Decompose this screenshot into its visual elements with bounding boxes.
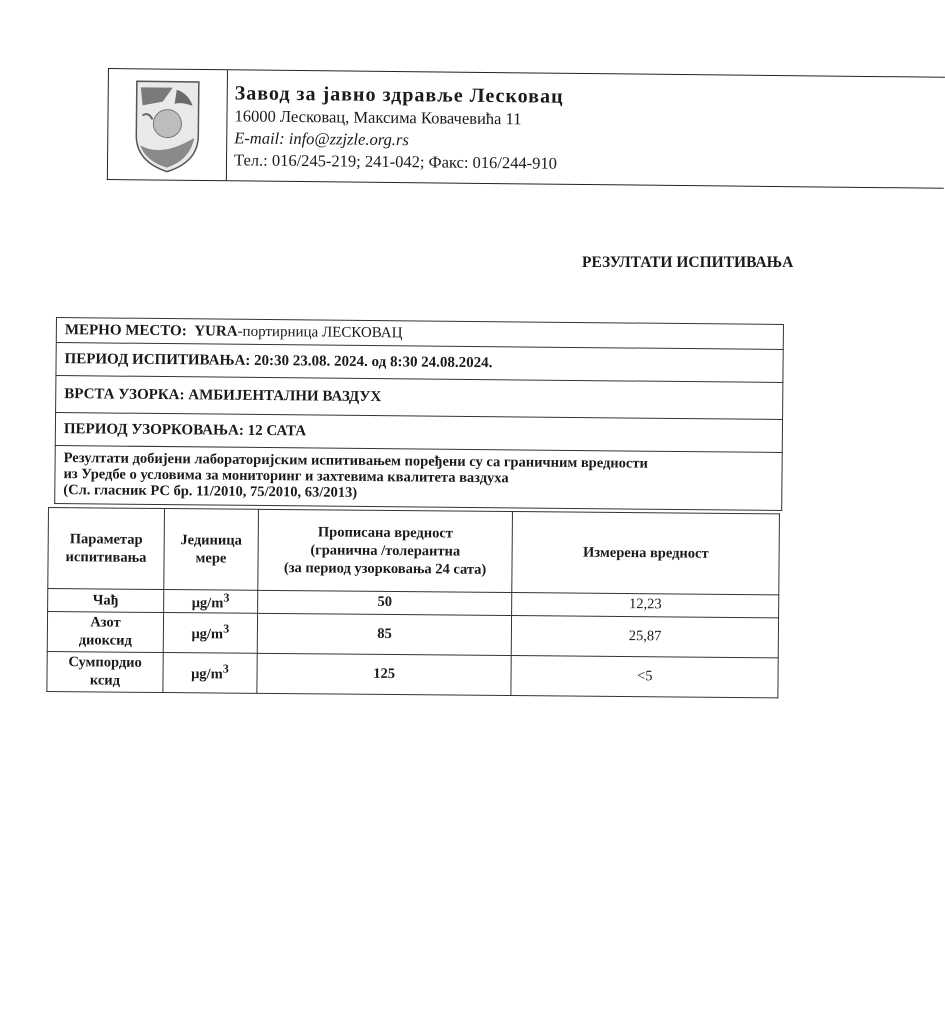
measuring-site-label: МЕРНО МЕСТО: (64, 321, 187, 339)
note-line: (Сл. гласник РС бр. 11/2010, 75/2010, 63/2013) (63, 482, 358, 501)
measured-value: 12,23 (512, 593, 779, 618)
unit: $\mu g/m^3$ (164, 590, 258, 614)
parameter-name: Азот диоксид (47, 611, 163, 652)
sample-type: ВРСТА УЗОРКА: АМБИЈЕНТАЛНИ ВАЗДУХ (64, 385, 382, 405)
institute-logo (132, 75, 203, 174)
unit: $\mu g/m^3$ (163, 652, 257, 693)
logo-cell (108, 69, 228, 180)
results-table (46, 507, 780, 698)
header-limit-value: Прописана вредност (гранична /толерантна (за период узорковања 24 сата) (258, 509, 513, 592)
regulation-note (54, 446, 783, 511)
measuring-site-location: -портирница ЛЕСКОВАЦ (237, 323, 403, 341)
limit-value: 50 (257, 590, 512, 615)
header-measured-value: Измерена вредност (512, 512, 779, 595)
measured-value: 25,87 (512, 615, 779, 657)
letterhead (107, 68, 945, 189)
phone-fax: Тел.: 016/245-219; 241-042; Факс: 016/244-910 (233, 150, 558, 173)
document-title: РЕЗУЛТАТИ ИСПИТИВАЊА (582, 254, 794, 271)
parameter-name: Сумпордио ксид (47, 651, 163, 692)
limit-value: 85 (257, 613, 512, 655)
testing-period: ПЕРИОД ИСПИТИВАЊА: 20:30 23.08. 2024. од 8:30 24.08.2024. (64, 350, 493, 371)
note-line: из Уредбе о условима за мониторинг и захтевима квалитета ваздуха (63, 466, 509, 487)
parameter-name: Чађ (48, 589, 164, 613)
header-unit: Јединица мере (164, 509, 259, 591)
table-header-row (48, 508, 780, 595)
letterhead-text (234, 82, 564, 174)
measured-value: <5 (511, 655, 778, 697)
measuring-site-code: YURA (194, 322, 238, 340)
info-block (54, 317, 784, 511)
email: E-mail: info@zzjzle.org.rs (234, 128, 409, 150)
header-parameter: Параметар испитивања (48, 508, 165, 590)
address: 16000 Лесковац, Максима Ковачевића 11 (234, 106, 522, 129)
table-row (47, 651, 778, 697)
unit: $\mu g/m^3$ (163, 612, 257, 653)
note-line: Резултати добијени лабораторијским испитивањем поређени су са граничним вредности (63, 450, 648, 472)
organization-name: Завод за јавно здравље Лесковац (234, 82, 564, 108)
sampling-period: ПЕРИОД УЗОРКОВАЊА: 12 САТА (63, 420, 307, 439)
limit-value: 125 (257, 653, 512, 695)
table-row (47, 611, 778, 657)
